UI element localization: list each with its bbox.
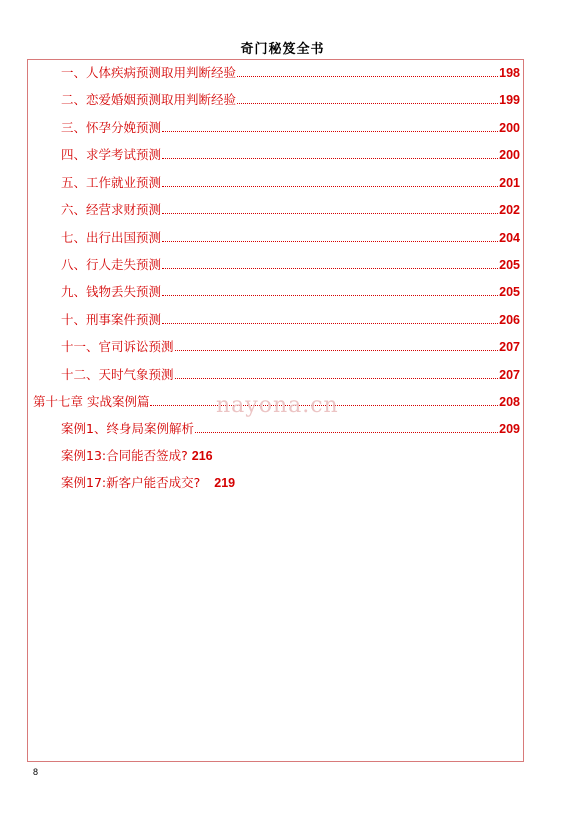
toc-entry-label: 五、工作就业预测: [61, 175, 162, 190]
toc-entry-page: 199: [499, 93, 520, 107]
book-title: 奇门秘笈全书: [240, 42, 325, 57]
toc-entry[interactable]: [61, 256, 520, 274]
toc-entry-label: 案例1、终身局案例解析: [61, 421, 194, 436]
toc-entry[interactable]: [61, 447, 213, 465]
toc-entry-label: 八、行人走失预测: [61, 257, 162, 272]
toc-entry[interactable]: [61, 283, 520, 301]
toc-entry-page: 200: [499, 121, 520, 135]
toc-entry-page: 216: [191, 449, 213, 463]
toc-entry-label: 九、钱物丢失预测: [61, 284, 162, 299]
toc-entry-label: 第十七章 实战案例篇: [33, 394, 150, 409]
toc-entry[interactable]: [61, 366, 520, 384]
toc-entry-page: 200: [499, 148, 520, 162]
toc-entry[interactable]: [61, 119, 520, 137]
toc-entry[interactable]: [61, 146, 520, 164]
toc-entry-page: 209: [499, 422, 520, 436]
toc-dot-leader: [162, 131, 498, 132]
toc-entry-label: 案例17:新客户能否成交?: [61, 475, 201, 490]
toc-entry-label: 十一、官司诉讼预测: [61, 339, 174, 354]
toc-entry-label: 案例13:合同能否签成?: [61, 448, 188, 463]
toc-entry[interactable]: [61, 91, 520, 109]
toc-entry-page: 205: [499, 285, 520, 299]
toc-entry[interactable]: [61, 201, 520, 219]
toc-entry-page: 219: [214, 476, 236, 490]
toc-entry-page: 207: [499, 340, 520, 354]
toc-dot-leader: [162, 323, 498, 324]
toc-entry[interactable]: [61, 229, 520, 247]
toc-dot-leader: [162, 213, 498, 214]
toc-dot-leader: [175, 378, 499, 379]
toc-entry-page: 205: [499, 258, 520, 272]
toc-entry-page: 202: [499, 203, 520, 217]
toc-entry[interactable]: [61, 174, 520, 192]
toc-entry-label: 一、人体疾病预测取用判断经验: [61, 65, 237, 80]
toc-entry[interactable]: [61, 64, 520, 82]
toc-entry-label: 十、刑事案件预测: [61, 312, 162, 327]
toc-entry-page: 208: [499, 395, 520, 409]
watermark: nayona.cn: [216, 393, 339, 418]
toc-entry-label: 七、出行出国预测: [61, 230, 162, 245]
toc-entry-label: 十二、天时气象预测: [61, 367, 174, 382]
toc-entry-label: 四、求学考试预测: [61, 147, 162, 162]
toc-dot-leader: [162, 158, 498, 159]
toc-entry-page: 207: [499, 368, 520, 382]
toc-entry-label: 三、怀孕分娩预测: [61, 120, 162, 135]
toc-entry-page: 201: [499, 176, 520, 190]
toc-dot-leader: [162, 241, 498, 242]
toc-dot-leader: [175, 350, 499, 351]
toc-dot-leader: [195, 432, 498, 433]
toc-entry-page: 204: [499, 231, 520, 245]
toc-dot-leader: [162, 295, 498, 296]
toc-entry-page: 198: [499, 66, 520, 80]
toc-dot-leader: [237, 103, 498, 104]
page-number: 8: [33, 767, 39, 777]
toc-entry[interactable]: [61, 311, 520, 329]
toc-dot-leader: [162, 186, 498, 187]
toc-entry-page: 206: [499, 313, 520, 327]
toc-dot-leader: [237, 76, 498, 77]
toc-entry-label: 二、恋爱婚姻预测取用判断经验: [61, 92, 237, 107]
toc-dot-leader: [162, 268, 498, 269]
toc-entry[interactable]: [61, 420, 520, 438]
toc-entry[interactable]: [61, 338, 520, 356]
toc-entry-label: 六、经营求财预测: [61, 202, 162, 217]
toc-entry[interactable]: [61, 474, 235, 492]
